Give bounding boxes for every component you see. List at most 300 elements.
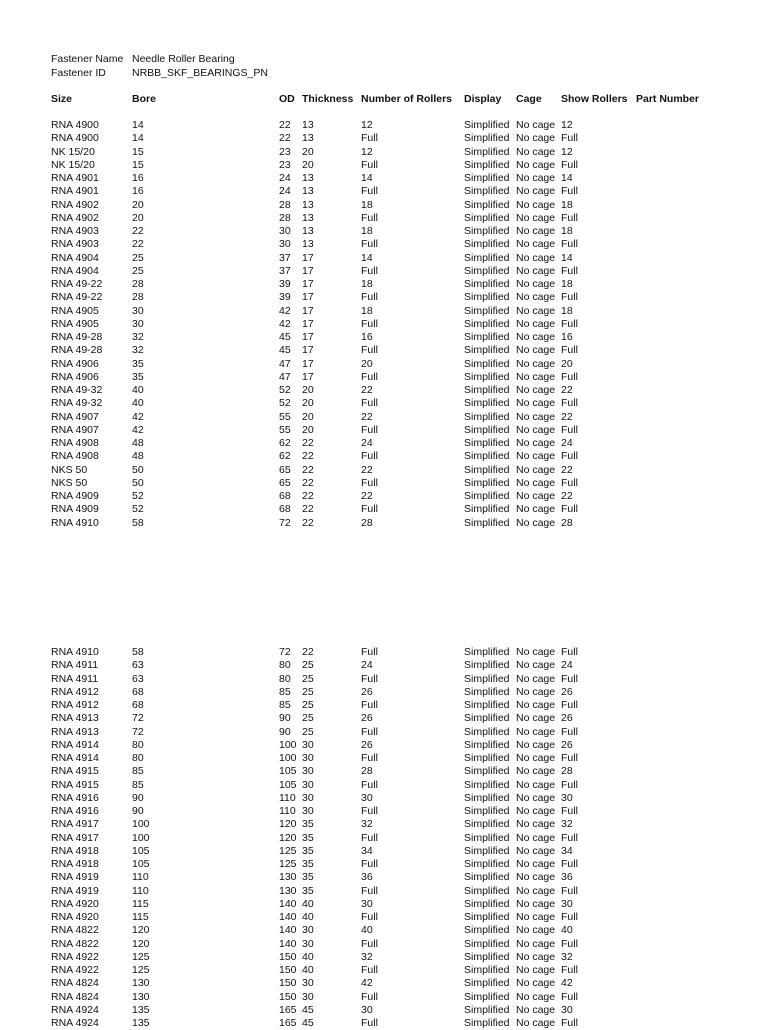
- cell-thickness: 40: [302, 964, 314, 976]
- cell-number-of-rollers: 24: [361, 659, 373, 672]
- table-row: [0, 344, 768, 357]
- cell-cage: No cage: [516, 752, 556, 764]
- cell-show-rollers: Full: [561, 476, 578, 489]
- cell-show-rollers: 26: [561, 738, 573, 751]
- cell-size: RNA 4903: [51, 225, 99, 237]
- cell-thickness: 40: [302, 897, 314, 910]
- cell-number-of-rollers: 22: [361, 463, 373, 476]
- header-cage: Cage: [516, 93, 542, 105]
- cell-display: Simplified: [464, 765, 510, 778]
- cell-size: RNA 49-22: [51, 278, 103, 290]
- cell-thickness: 22: [302, 490, 314, 502]
- cell-number-of-rollers: 28: [361, 765, 373, 778]
- cell-thickness: 30: [302, 805, 314, 817]
- cell-od: 23: [279, 145, 291, 158]
- cell-cage: No cage: [516, 397, 556, 410]
- cell-bore: 14: [132, 132, 144, 145]
- cell-cage: No cage: [516, 145, 556, 158]
- header-part-number: Part Number: [636, 93, 700, 105]
- cell-thickness: 30: [302, 990, 314, 1003]
- cell-thickness: 22: [302, 463, 314, 476]
- cell-size: RNA 4911: [51, 659, 99, 672]
- cell-bore: 115: [132, 897, 149, 910]
- cell-show-rollers: 42: [561, 977, 573, 990]
- cell-thickness: 35: [302, 858, 314, 870]
- cell-od: 125: [279, 844, 297, 857]
- cell-number-of-rollers: 26: [361, 738, 373, 751]
- cell-show-rollers: Full: [561, 672, 578, 685]
- cell-number-of-rollers: 26: [361, 712, 373, 725]
- table-row: [0, 699, 768, 712]
- cell-number-of-rollers: Full: [361, 858, 378, 870]
- cell-od: 105: [279, 778, 297, 791]
- cell-cage: No cage: [516, 370, 556, 383]
- cell-bore: 48: [132, 450, 144, 463]
- cell-cage: No cage: [516, 264, 556, 277]
- cell-number-of-rollers: 18: [361, 225, 373, 237]
- cell-show-rollers: 26: [561, 712, 573, 725]
- table-row: [0, 924, 768, 937]
- table-block-1: [0, 119, 768, 530]
- cell-thickness: 30: [302, 765, 314, 778]
- cell-od: 150: [279, 977, 297, 990]
- cell-od: 23: [279, 158, 291, 171]
- cell-display: Simplified: [464, 463, 510, 476]
- cell-thickness: 13: [302, 185, 314, 198]
- cell-size: RNA 4904: [51, 251, 99, 264]
- cell-bore: 52: [132, 490, 144, 502]
- cell-bore: 100: [132, 831, 150, 844]
- cell-number-of-rollers: Full: [361, 831, 378, 844]
- cell-size: NK 15/20: [51, 145, 95, 158]
- cell-number-of-rollers: 24: [361, 437, 373, 449]
- cell-number-of-rollers: Full: [361, 699, 378, 711]
- cell-od: 39: [279, 291, 291, 304]
- cell-display: Simplified: [464, 738, 510, 751]
- cell-size: RNA 4915: [51, 765, 99, 778]
- cell-thickness: 25: [302, 685, 314, 698]
- cell-bore: 25: [132, 251, 144, 264]
- table-row: [0, 212, 768, 225]
- cell-cage: No cage: [516, 818, 556, 831]
- header-show-rollers: Show Rollers: [561, 93, 628, 105]
- cell-od: 68: [279, 490, 291, 502]
- cell-display: Simplified: [464, 158, 510, 171]
- cell-show-rollers: Full: [561, 937, 578, 950]
- cell-show-rollers: Full: [561, 990, 578, 1003]
- cell-od: 28: [279, 198, 291, 211]
- table-row: [0, 911, 768, 924]
- cell-od: 120: [279, 818, 297, 831]
- cell-size: RNA 4912: [51, 699, 99, 711]
- cell-display: Simplified: [464, 937, 510, 950]
- cell-number-of-rollers: Full: [361, 805, 378, 817]
- cell-number-of-rollers: Full: [361, 132, 378, 145]
- cell-od: 62: [279, 437, 291, 449]
- cell-size: RNA 4913: [51, 725, 99, 738]
- table-row: [0, 172, 768, 185]
- cell-od: 37: [279, 264, 291, 277]
- cell-thickness: 17: [302, 344, 314, 357]
- cell-cage: No cage: [516, 950, 556, 963]
- cell-bore: 63: [132, 659, 144, 672]
- table-row: [0, 938, 768, 951]
- cell-cage: No cage: [516, 937, 556, 950]
- cell-bore: 42: [132, 423, 144, 436]
- cell-show-rollers: 22: [561, 384, 573, 396]
- cell-bore: 85: [132, 778, 144, 791]
- cell-number-of-rollers: 30: [361, 897, 373, 910]
- table-row: [0, 305, 768, 318]
- cell-size: RNA 4917: [51, 831, 99, 844]
- cell-bore: 48: [132, 437, 144, 449]
- cell-display: Simplified: [464, 450, 510, 463]
- cell-bore: 110: [132, 871, 149, 884]
- cell-thickness: 17: [302, 370, 314, 383]
- cell-number-of-rollers: 42: [361, 977, 373, 990]
- cell-bore: 100: [132, 818, 150, 831]
- cell-size: RNA 49-32: [51, 384, 103, 396]
- cell-display: Simplified: [464, 317, 510, 330]
- cell-number-of-rollers: Full: [361, 937, 378, 950]
- cell-od: 22: [279, 132, 291, 145]
- cell-bore: 80: [132, 752, 144, 764]
- cell-size: RNA 4905: [51, 317, 99, 330]
- cell-bore: 105: [132, 858, 150, 870]
- cell-display: Simplified: [464, 805, 510, 817]
- cell-cage: No cage: [516, 384, 556, 396]
- cell-od: 55: [279, 410, 291, 423]
- cell-show-rollers: Full: [561, 423, 578, 436]
- cell-size: RNA 4924: [51, 1003, 99, 1016]
- cell-thickness: 22: [302, 437, 314, 449]
- cell-size: RNA 4824: [51, 990, 99, 1003]
- cell-show-rollers: 22: [561, 410, 573, 423]
- cell-size: RNA 4910: [51, 646, 99, 658]
- cell-od: 110: [279, 791, 296, 804]
- header-od: OD: [279, 93, 295, 105]
- cell-cage: No cage: [516, 646, 556, 658]
- cell-bore: 110: [132, 884, 149, 897]
- cell-size: RNA 4918: [51, 844, 99, 857]
- cell-od: 45: [279, 344, 291, 357]
- cell-size: RNA 4920: [51, 897, 99, 910]
- cell-show-rollers: 34: [561, 844, 573, 857]
- cell-od: 105: [279, 765, 297, 778]
- cell-bore: 16: [132, 172, 144, 184]
- cell-cage: No cage: [516, 831, 556, 844]
- cell-cage: No cage: [516, 964, 556, 976]
- cell-show-rollers: 14: [561, 251, 573, 264]
- cell-number-of-rollers: Full: [361, 211, 378, 224]
- table-row: [0, 752, 768, 765]
- header-size: Size: [51, 93, 73, 105]
- cell-show-rollers: Full: [561, 646, 578, 658]
- cell-cage: No cage: [516, 990, 556, 1003]
- cell-show-rollers: Full: [561, 344, 578, 357]
- cell-cage: No cage: [516, 712, 556, 725]
- cell-thickness: 25: [302, 699, 314, 711]
- table-row: [0, 1004, 768, 1017]
- cell-show-rollers: Full: [561, 884, 578, 897]
- cell-od: 130: [279, 871, 297, 884]
- cell-thickness: 20: [302, 423, 314, 436]
- cell-cage: No cage: [516, 924, 556, 937]
- cell-thickness: 30: [302, 738, 314, 751]
- cell-number-of-rollers: Full: [361, 344, 378, 357]
- cell-size: RNA 4906: [51, 370, 99, 383]
- cell-thickness: 13: [302, 132, 314, 145]
- cell-thickness: 17: [302, 331, 314, 343]
- header-number-of-rollers: Number of Rollers: [361, 93, 453, 105]
- cell-number-of-rollers: Full: [361, 672, 378, 685]
- cell-thickness: 35: [302, 831, 314, 844]
- cell-display: Simplified: [464, 397, 510, 410]
- cell-bore: 130: [132, 990, 150, 1003]
- cell-bore: 120: [132, 924, 150, 937]
- table-row: [0, 765, 768, 778]
- cell-display: Simplified: [464, 357, 510, 370]
- cell-od: 80: [279, 659, 291, 672]
- table-row: [0, 397, 768, 410]
- cell-bore: 32: [132, 344, 144, 357]
- table-row: [0, 964, 768, 977]
- cell-size: RNA 4924: [51, 1017, 99, 1029]
- cell-od: 42: [279, 317, 291, 330]
- cell-bore: 68: [132, 699, 144, 711]
- cell-thickness: 30: [302, 752, 314, 764]
- cell-od: 150: [279, 950, 297, 963]
- cell-display: Simplified: [464, 278, 510, 290]
- header-bore: Bore: [132, 93, 156, 105]
- table-row: [0, 411, 768, 424]
- cell-number-of-rollers: 16: [361, 331, 373, 343]
- cell-display: Simplified: [464, 331, 510, 343]
- cell-number-of-rollers: Full: [361, 450, 378, 463]
- fastener-id-row: [51, 67, 268, 81]
- cell-size: RNA 4922: [51, 950, 99, 963]
- cell-display: Simplified: [464, 924, 510, 937]
- cell-display: Simplified: [464, 791, 510, 804]
- cell-show-rollers: Full: [561, 858, 578, 870]
- cell-bore: 42: [132, 410, 144, 423]
- cell-thickness: 17: [302, 304, 314, 317]
- table-row: [0, 739, 768, 752]
- cell-display: Simplified: [464, 211, 510, 224]
- cell-number-of-rollers: Full: [361, 725, 378, 738]
- cell-cage: No cage: [516, 672, 556, 685]
- cell-od: 140: [279, 937, 297, 950]
- cell-display: Simplified: [464, 384, 510, 396]
- cell-thickness: 20: [302, 410, 314, 423]
- cell-number-of-rollers: Full: [361, 990, 378, 1003]
- cell-size: RNA 4914: [51, 752, 99, 764]
- cell-cage: No cage: [516, 317, 556, 330]
- cell-display: Simplified: [464, 503, 510, 516]
- cell-display: Simplified: [464, 304, 510, 317]
- cell-number-of-rollers: Full: [361, 964, 378, 976]
- table-row: [0, 252, 768, 265]
- cell-show-rollers: 18: [561, 225, 573, 237]
- table-row: [0, 318, 768, 331]
- cell-cage: No cage: [516, 238, 556, 251]
- cell-od: 165: [279, 1003, 297, 1016]
- cell-number-of-rollers: 36: [361, 871, 373, 884]
- cell-bore: 30: [132, 317, 144, 330]
- cell-bore: 90: [132, 805, 144, 817]
- cell-thickness: 13: [302, 198, 314, 211]
- cell-bore: 80: [132, 738, 144, 751]
- cell-number-of-rollers: 30: [361, 791, 373, 804]
- cell-show-rollers: Full: [561, 725, 578, 738]
- table-row: [0, 646, 768, 659]
- cell-display: Simplified: [464, 712, 510, 725]
- cell-od: 150: [279, 990, 297, 1003]
- cell-show-rollers: Full: [561, 831, 578, 844]
- cell-bore: 50: [132, 463, 144, 476]
- cell-size: RNA 4906: [51, 357, 99, 370]
- cell-cage: No cage: [516, 225, 556, 237]
- cell-bore: 58: [132, 646, 144, 658]
- cell-od: 47: [279, 370, 291, 383]
- cell-bore: 32: [132, 331, 144, 343]
- cell-bore: 15: [132, 158, 144, 171]
- cell-cage: No cage: [516, 503, 556, 516]
- table-row: [0, 898, 768, 911]
- cell-size: RNA 4908: [51, 437, 99, 449]
- table-row: [0, 871, 768, 884]
- cell-od: 110: [279, 805, 296, 817]
- cell-bore: 16: [132, 185, 144, 198]
- cell-cage: No cage: [516, 463, 556, 476]
- cell-cage: No cage: [516, 516, 556, 529]
- cell-cage: No cage: [516, 897, 556, 910]
- cell-show-rollers: Full: [561, 699, 578, 711]
- cell-od: 72: [279, 646, 291, 658]
- cell-cage: No cage: [516, 490, 556, 502]
- cell-thickness: 17: [302, 357, 314, 370]
- cell-od: 30: [279, 238, 291, 251]
- cell-cage: No cage: [516, 858, 556, 870]
- cell-size: RNA 4916: [51, 805, 99, 817]
- cell-show-rollers: 24: [561, 437, 573, 449]
- cell-od: 52: [279, 384, 291, 396]
- cell-od: 52: [279, 397, 291, 410]
- cell-thickness: 35: [302, 844, 314, 857]
- cell-bore: 115: [132, 911, 149, 923]
- cell-size: RNA 49-28: [51, 331, 103, 343]
- cell-bore: 50: [132, 476, 144, 489]
- cell-thickness: 20: [302, 397, 314, 410]
- cell-thickness: 45: [302, 1017, 314, 1029]
- cell-cage: No cage: [516, 304, 556, 317]
- table-row: [0, 726, 768, 739]
- cell-size: RNA 4908: [51, 450, 99, 463]
- cell-show-rollers: 12: [561, 119, 573, 131]
- cell-show-rollers: 22: [561, 463, 573, 476]
- cell-display: Simplified: [464, 172, 510, 184]
- cell-od: 90: [279, 712, 291, 725]
- cell-size: RNA 4918: [51, 858, 99, 870]
- cell-cage: No cage: [516, 699, 556, 711]
- cell-cage: No cage: [516, 344, 556, 357]
- cell-number-of-rollers: Full: [361, 646, 378, 658]
- cell-od: 125: [279, 858, 297, 870]
- cell-show-rollers: 20: [561, 357, 573, 370]
- cell-size: RNA 4905: [51, 304, 99, 317]
- cell-thickness: 17: [302, 251, 314, 264]
- cell-thickness: 13: [302, 225, 314, 237]
- cell-show-rollers: 30: [561, 791, 573, 804]
- cell-number-of-rollers: Full: [361, 185, 378, 198]
- cell-cage: No cage: [516, 410, 556, 423]
- table-row: [0, 119, 768, 132]
- cell-cage: No cage: [516, 844, 556, 857]
- table-row: [0, 291, 768, 304]
- cell-bore: 120: [132, 937, 150, 950]
- cell-size: RNA 4912: [51, 685, 99, 698]
- table-row: [0, 424, 768, 437]
- cell-show-rollers: 36: [561, 871, 573, 884]
- cell-show-rollers: 32: [561, 950, 573, 963]
- cell-show-rollers: 40: [561, 924, 573, 937]
- cell-display: Simplified: [464, 238, 510, 251]
- cell-cage: No cage: [516, 476, 556, 489]
- cell-display: Simplified: [464, 699, 510, 711]
- fastener-meta: [51, 53, 268, 80]
- table-row: [0, 450, 768, 463]
- cell-show-rollers: Full: [561, 211, 578, 224]
- cell-show-rollers: Full: [561, 752, 578, 764]
- cell-display: Simplified: [464, 725, 510, 738]
- table-row: [0, 199, 768, 212]
- cell-show-rollers: 30: [561, 897, 573, 910]
- cell-show-rollers: Full: [561, 317, 578, 330]
- cell-number-of-rollers: 40: [361, 924, 373, 937]
- cell-cage: No cage: [516, 172, 556, 184]
- cell-number-of-rollers: Full: [361, 264, 378, 277]
- cell-od: 85: [279, 685, 291, 698]
- cell-bore: 130: [132, 977, 150, 990]
- cell-number-of-rollers: 34: [361, 844, 373, 857]
- cell-od: 150: [279, 964, 297, 976]
- cell-bore: 72: [132, 712, 144, 725]
- cell-thickness: 45: [302, 1003, 314, 1016]
- cell-display: Simplified: [464, 672, 510, 685]
- cell-thickness: 30: [302, 778, 314, 791]
- cell-size: RNA 49-22: [51, 291, 103, 304]
- cell-cage: No cage: [516, 1017, 556, 1029]
- cell-display: Simplified: [464, 145, 510, 158]
- cell-number-of-rollers: Full: [361, 884, 378, 897]
- table-row: [0, 371, 768, 384]
- cell-display: Simplified: [464, 858, 510, 870]
- table-row: [0, 384, 768, 397]
- cell-display: Simplified: [464, 251, 510, 264]
- cell-thickness: 35: [302, 871, 314, 884]
- cell-display: Simplified: [464, 685, 510, 698]
- cell-size: RNA 4919: [51, 884, 99, 897]
- cell-display: Simplified: [464, 291, 510, 304]
- cell-display: Simplified: [464, 225, 510, 237]
- cell-show-rollers: 18: [561, 198, 573, 211]
- cell-show-rollers: Full: [561, 291, 578, 304]
- cell-size: RNA 4902: [51, 211, 99, 224]
- cell-display: Simplified: [464, 778, 510, 791]
- cell-od: 45: [279, 331, 291, 343]
- cell-cage: No cage: [516, 871, 556, 884]
- table-row: [0, 951, 768, 964]
